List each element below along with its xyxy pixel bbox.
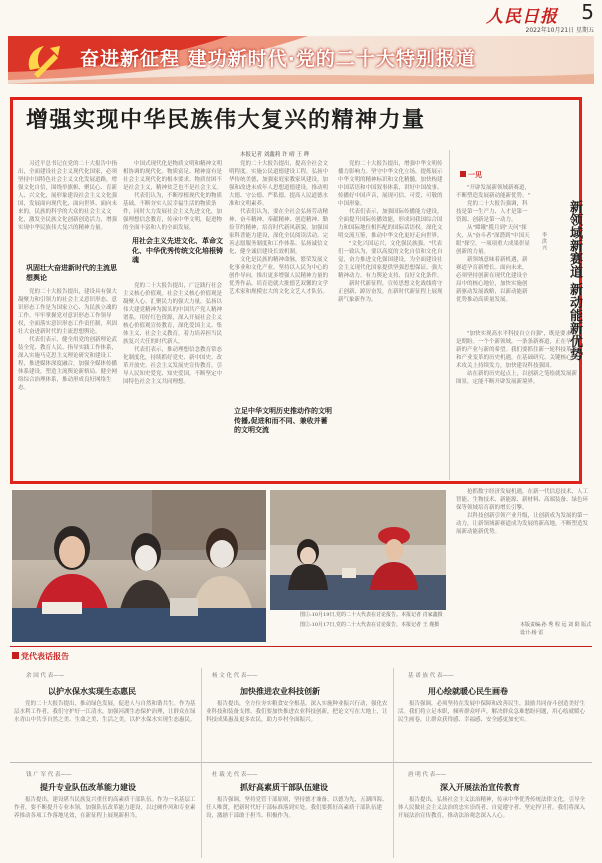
report-title-4: 提升专业队伍改革能力建设 (40, 783, 136, 792)
article-column-1b: 党的二十大报告提出，建设具有强大凝聚力和引领力的社会主义意识形态。意识形态工作是为国家立心、为民族立魂的工作。牢牢掌握党对意识形态工作领导权，全面落实意识形态工作责任制，巩固壮大奋进新时代的主流思想舆论。 代表们表示，健全用党的创新理论武装全党、教育人民、指导实践工作体系，深入实施马克思主义理论研究和建设工程，推进媒体深度融合，加强全媒体传播体系建设，塑造主流舆论新格局。健全网络综合治理体系，推动形成良好网络生态。 (18, 289, 118, 391)
report-title-1: 以护水保水实现生态惠民 (48, 687, 136, 696)
special-report-banner (8, 36, 594, 84)
report-title-6: 深入开展法治宣传教育 (440, 783, 520, 792)
delegates-photo-illustration-2 (270, 490, 446, 610)
byline: 本报记者 刘鑫莉 许 晴 王 晔 (240, 152, 310, 158)
subhead-3: 立足中华文明历史推动作的文明传播,促进和而不同、兼收并蓄的文明交流 (234, 407, 332, 434)
delegate-name-3: 基 诺 族 代 表—— (408, 673, 454, 679)
report-body-3: 报告强调，必须坚持在发展中保障和改善民生，鼓励共同奋斗创造美好生活。我们将立足本职，倾听群众呼声，解决群众急难愁盼问题，用心绘就暖心民生画卷，让群众获得感、幸福感、安全感更加充实。 (398, 701, 586, 723)
delegate-name-2: 杨 文 化 代 表—— (212, 673, 258, 679)
article-column-1: 习近平总书记在党的二十大报告中指出，全面建设社会主义现代化国家，必须坚持中国特色社会主义文化发展道路，增强文化自信，围绕举旗帜、聚民心、育新人、兴文化、展形象建设社会主义文化强国，发展面向现代化、面向世界、面向未来的，民族的科学的大众的社会主义文化，激发全民族文化创新创造活力，增强实现中华民族伟大复兴的精神力量。 (18, 161, 118, 231)
report-title-5: 抓好高素质干部队伍建设 (240, 783, 328, 792)
square-icon (12, 652, 19, 659)
article-column-3: 党的二十大报告提出，提高全社会文明程度。实施公民道德建设工程，弘扬中华传统美德，加强家庭家教家风建设，加强和改进未成年人思想道德建设，推动明大德、守公德、严私德，提高人民道德水准和文明素养。 代表们认为，要在全社会弘扬劳动精神、奋斗精神、奉献精神、创造精神、勤俭节约精神，培育时代新风新貌。加强国家科普能力建设，深化全民阅读活动。完善志愿服务制度和工作体系。弘扬诚信文化，健全诚信建设长效机制。 文化是民族的精神命脉，繁荣发展文化事业和文化产业。坚持以人民为中心的创作导向，推出更多增强人民精神力量的优秀作品，培育造就大批德艺双馨的文学艺术家和规模宏大的文化文艺人才队伍。 (229, 161, 329, 295)
report-body-6: 报告提出，弘扬社会主义法治精神，传承中华优秀传统法律文化，引导全体人民做社会主义法治的忠实崇尚者、自觉遵守者、坚定捍卫者。我们将深入开展法治宣传教育，推动法治观念深入人心。 (398, 797, 586, 819)
delegates-photo-illustration (12, 490, 266, 642)
delegate-name-5: 杜 载 光 代 表—— (212, 772, 258, 778)
banner-title: 奋进新征程 建功新时代·党的二十大特别报道 (80, 48, 476, 70)
dateline: 2022年10月21日 星期五 (525, 27, 594, 34)
section-divider (10, 646, 592, 647)
party-emblem-icon (20, 40, 66, 80)
page-number: 5 (581, 0, 594, 24)
article-column-4: 党的二十大报告提出，增强中华文明传播力影响力。坚守中华文化立场，提炼展示中华文明的精神标识和文化精髓，加快构建中国话语和中国叙事体系，讲好中国故事、传播好中国声音，展现可信、可爱、可敬的中国形象。 代表们表示，加强国际传播能力建设，全面提升国际传播效能，形成同我国综合国力和国际地位相匹配的国际话语权。深化文明交流互鉴，推动中华文化更好走向世界。 "文化兴国运兴，文化强民族强。"代表们一致认为，要以高度的文化自信和文化自觉，奋力推进文化强国建设，为全面建设社会主义现代化国家提供坚强思想保证、强大精神动力、有力舆论支持、良好文化条件。 新时代新征程，宣传思想文化战线将守正创新、踔厉奋发，在新时代新征程上展现新气象新作为。 (338, 161, 443, 303)
sidebar-divider (449, 150, 450, 480)
report-title-3: 用心绘就暖心民生画卷 (428, 687, 508, 696)
reports-section-label: 党代表话报告 (12, 651, 69, 662)
subhead-1: 巩固壮大奋进新时代的主流思想舆论 (26, 264, 117, 282)
article-column-2: 中国式现代化是物质文明和精神文明相协调的现代化。物质富足、精神富有是社会主义现代化的根本要求。物质贫困不是社会主义，精神贫乏也不是社会主义。 代表们认为，不断厚植现代化的物质基础，不断夯实人民幸福生活的物质条件，同时大力发展社会主义先进文化，加强理想信念教育，传承中华文明，促进物的全面丰富和人的全面发展。 (123, 161, 223, 231)
sidebar-author: 李 洪 兴 (541, 232, 547, 251)
sidebar-tag: 一见 (460, 170, 482, 180)
page-headline: 增强实现中华民族伟大复兴的精神力量 (26, 108, 426, 133)
subhead-2: 用社会主义先进文化、革命文化、中华优秀传统文化培根铸魂 (132, 237, 223, 264)
delegate-name-1: 余 国 代 表—— (26, 673, 65, 679)
sidebar-title: 新领域新赛道 新动能新优势 (567, 200, 582, 361)
square-icon (460, 171, 466, 177)
article-column-2b: 党的二十大报告提出，广泛践行社会主义核心价值观。社会主义核心价值观是凝聚人心、汇聚民力的强大力量。弘扬以伟大建党精神为源头的中国共产党人精神谱系，用好红色资源，深入开展社会主义核心价值观宣传教育，深化爱国主义、集体主义、社会主义教育，着力培养担当民族复兴大任的时代新人。 代表们表示，推动理想信念教育常态化制度化，持续抓好党史、新中国史、改革开放史、社会主义发展史宣传教育，引导人民知史爱党、知史爱国，不断坚定中国特色社会主义共同理想。 (123, 283, 223, 385)
sidebar-column: "开辟发展新领域新赛道，不断塑造发展新动能新优势。" 党的二十大报告强调，科技是第一生产力、人才是第一资源、创新是第一动力。 从"嫦娥"揽月到"天问"探火，从"奋斗者"深潜到"中国天眼"探空，一项项重大成果彰显创新的力量。 新领域意味着新机遇，新赛道孕育新增长。面向未来，必须坚持创新在现代化建设全局中的核心地位，加快实施创新驱动发展战略，以新动能新优势推动高质量发展。 (456, 185, 531, 303)
column-divider-1 (201, 668, 202, 858)
report-body-1: 党的二十大报告提出，推动绿色发展，促进人与自然和谐共生。作为基层水利工作者，我们守护好一江清水，加强河湖生态保护治理，让群众在绿水青山中共享自然之美、生命之美、生活之美，以护水保水实现生态惠民。 (14, 701, 196, 723)
report-body-5: 报告强调，坚持党管干部原则，坚持德才兼备、以德为先、五湖四海、任人唯贤，把新时代好干部标准落到实处。我们要抓好高素质干部队伍建设，激励干部敢于担当、积极作为。 (206, 797, 388, 819)
report-title-2: 加快推进农业科技创新 (240, 687, 320, 696)
photo-caption-2: 图②:10月17日,党的二十大代表在讨论报告。本报记者 王 瑾摄 (300, 622, 440, 628)
photo-delegates-discussion-2 (270, 490, 446, 610)
sidebar-column-lower: "加快实现高水平科技自立自强"，既是要求也是期盼。一个个新领域，一条条新赛道，正在孕育新的产业与新的希望。我们要抓住新一轮科技革命和产业变革的历史机遇，在基础研究、关键核心技术攻关上持续发力，加快建设科技强国。 站在新的历史起点上，以创新之笔绘就发展新图景，定能不断开辟发展新境界。 (456, 331, 578, 385)
photo-delegates-discussion-1 (12, 490, 266, 642)
column-divider-2 (393, 668, 394, 858)
row-divider (10, 762, 592, 763)
sidebar-tail-column: 抢抓数字经济发展机遇，在新一代信息技术、人工智能、生物技术、新能源、新材料、高端装备、绿色环保等领域培育新的增长引擎。 以科技创新引领产业升级，让创新成为发展的第一动力，让新领域新赛道成为发展的新高地，不断塑造发展新动能新优势。 (456, 489, 589, 535)
report-body-2: 报告提出，全方位夯实粮食安全根基，深入实施种业振兴行动，强化农业科技和装备支撑。我们要加快推进农业科技创新，把论文写在大地上，让科技成果惠及更多农民，助力乡村全面振兴。 (206, 701, 388, 723)
report-body-4: 报告提出，建设堪当民族复兴重任的高素质干部队伍。作为一名基层工作者，要不断提升专业本领，加强队伍改革能力建设，以过硬作风和专业素养推动各项工作落地见效，在新征程上展现新担当。 (14, 797, 196, 819)
paper-logo: 人民日报 (486, 7, 558, 27)
photo-caption-1: 图①:10月19日,党的二十大代表在讨论报告。本报记者 肖家鑫摄 (300, 612, 443, 618)
delegate-name-4: 钱 广 军 代 表—— (26, 772, 72, 778)
delegate-name-6: 唐 明 代 表—— (408, 772, 447, 778)
masthead (0, 0, 602, 90)
editors-note: 本版责编:孙 秀 程 远 刘 阳 版式设计:杨 雷 (520, 622, 592, 636)
